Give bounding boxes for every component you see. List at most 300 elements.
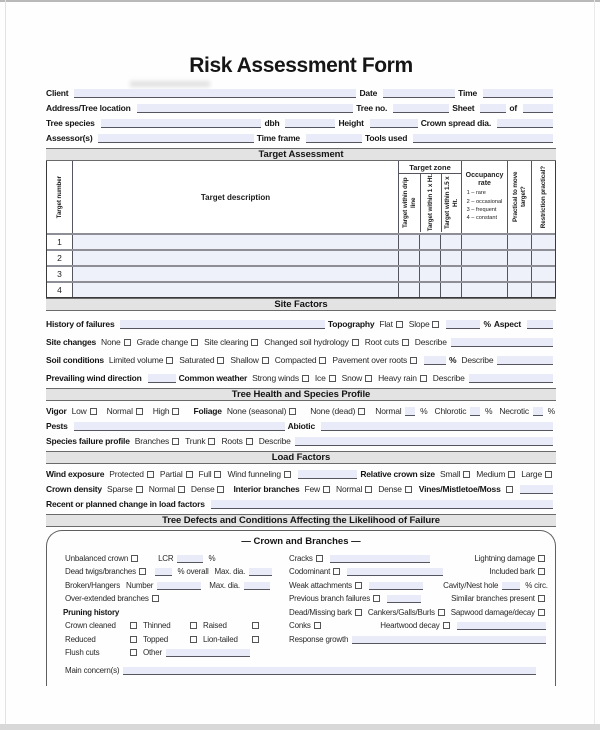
option-label: Wind funneling <box>227 469 281 479</box>
field-label: Soil conditions <box>46 355 104 365</box>
option-label: Heavy rain <box>378 373 417 383</box>
crown-branches-left-column <box>63 550 275 658</box>
option-cell <box>63 620 141 631</box>
option-label: Similar branches present <box>451 594 535 603</box>
option-label: Over-extended branches <box>65 594 149 603</box>
option-label: Root cuts <box>364 337 399 347</box>
checkbox[interactable] <box>355 609 362 616</box>
option-label: Lightning damage <box>474 553 535 563</box>
crown-density-line <box>46 480 556 495</box>
fill-line[interactable] <box>352 636 546 644</box>
zone-dripline-cell[interactable] <box>398 267 419 281</box>
checkbox[interactable] <box>402 339 409 346</box>
zone-dripline-cell[interactable] <box>398 283 419 297</box>
checkbox[interactable] <box>131 555 138 562</box>
checkbox[interactable] <box>329 375 336 382</box>
checkbox[interactable] <box>289 408 296 415</box>
option-label: Few <box>304 484 320 494</box>
checkbox[interactable] <box>396 321 403 328</box>
checkbox[interactable] <box>302 375 309 382</box>
checkbox[interactable] <box>355 582 362 589</box>
field-label: Site changes <box>46 337 97 347</box>
fill-line[interactable] <box>321 422 553 431</box>
restriction-practical-cell[interactable] <box>531 235 555 249</box>
option-label: Necrotic <box>499 406 529 416</box>
checkbox[interactable] <box>352 339 359 346</box>
checkbox[interactable] <box>147 471 154 478</box>
over-extended-line <box>63 591 275 605</box>
option-label: Dead/Missing bark <box>289 607 352 617</box>
fill-line[interactable] <box>383 89 455 98</box>
target-row-4 <box>47 281 555 297</box>
zone-1xht-label: Target within 1 x Ht. <box>427 174 435 232</box>
occupancy-rate-cell[interactable] <box>461 251 507 265</box>
checkbox[interactable] <box>214 471 221 478</box>
field-label: of <box>509 103 517 113</box>
species-dbh-height-line <box>46 114 556 129</box>
option-label: Reduced <box>65 634 96 644</box>
checkbox[interactable] <box>410 357 417 364</box>
fill-line[interactable] <box>470 407 480 416</box>
checkbox[interactable] <box>186 471 193 478</box>
checkbox[interactable] <box>136 486 143 493</box>
option-cell <box>63 634 141 645</box>
option-label: % <box>208 553 216 563</box>
option-label: Sapwood damage/decay <box>450 607 535 617</box>
checkbox[interactable] <box>463 471 470 478</box>
zone-15xht-label: Target within 1.5 x Ht. <box>444 176 459 230</box>
pests-abiotic-line <box>46 417 556 432</box>
fill-line[interactable] <box>370 119 418 128</box>
fill-line[interactable] <box>424 356 446 365</box>
option-label: Chlorotic <box>434 406 467 416</box>
checkbox[interactable] <box>438 609 445 616</box>
checkbox[interactable] <box>316 555 323 562</box>
checkbox[interactable] <box>90 408 97 415</box>
field-label: Vines/Mistletoe/Moss <box>418 484 501 494</box>
checkbox[interactable] <box>139 568 146 575</box>
occupancy-scale-item: 3 – frequent <box>466 206 497 213</box>
zone-1xht-cell[interactable] <box>419 267 440 281</box>
fill-line[interactable] <box>148 374 176 383</box>
crown-branches-box <box>46 530 556 686</box>
zone-dripline-cell[interactable] <box>398 251 419 265</box>
option-label: Pavement over roots <box>332 355 408 365</box>
checkbox[interactable] <box>538 609 545 616</box>
section-bar-tree-health: Tree Health and Species Profile <box>46 388 556 401</box>
option-label: High <box>152 406 170 416</box>
target-row-number: 3 <box>47 267 72 281</box>
occupancy-rate-scale <box>467 189 503 221</box>
checkbox[interactable] <box>124 339 131 346</box>
checkbox[interactable] <box>443 622 450 629</box>
fill-line[interactable] <box>347 568 443 576</box>
occupancy-scale-item: 2 – occasional <box>466 198 503 205</box>
field-label: Height <box>338 118 364 128</box>
main-concerns-line <box>63 662 539 676</box>
pruning-row-2 <box>63 631 275 645</box>
option-cell <box>63 647 141 658</box>
fill-line[interactable] <box>405 407 415 416</box>
fill-line[interactable] <box>74 422 285 431</box>
field-label: Address/Tree location <box>46 103 131 113</box>
codominant-includedbark-line <box>287 564 549 578</box>
fill-line[interactable] <box>295 437 553 446</box>
zone-15xht-cell[interactable] <box>440 267 461 281</box>
scan-edge-right <box>594 0 595 724</box>
option-label: Large <box>521 469 542 479</box>
occupancy-scale-item: 4 – constant <box>466 214 498 221</box>
option-label: Dense <box>378 484 402 494</box>
fill-line[interactable] <box>497 356 553 365</box>
option-cell <box>201 634 263 645</box>
fill-line[interactable] <box>74 89 356 98</box>
checkbox[interactable] <box>319 357 326 364</box>
fill-line[interactable] <box>369 582 423 590</box>
option-cell <box>141 634 201 645</box>
option-label: Ice <box>314 373 326 383</box>
target-row-3 <box>47 265 555 281</box>
option-label: Other <box>143 648 163 657</box>
checkbox[interactable] <box>172 408 179 415</box>
option-label: Crown cleaned <box>65 621 116 630</box>
fill-line[interactable] <box>155 568 173 576</box>
field-label: Assessor(s) <box>46 133 93 143</box>
occupancy-rate-header <box>461 161 507 233</box>
target-zone-title: Target zone <box>399 161 461 174</box>
option-label: Cavity/Nest hole <box>443 580 499 590</box>
checkbox[interactable] <box>420 375 427 382</box>
fill-line[interactable] <box>533 407 543 416</box>
checkbox[interactable] <box>178 486 185 493</box>
dead-twigs-line <box>63 564 275 578</box>
checkbox[interactable] <box>506 486 513 493</box>
option-label: % <box>484 406 493 416</box>
option-label: Shallow <box>230 355 259 365</box>
checkbox[interactable] <box>130 622 137 629</box>
option-label: Grade change <box>136 337 189 347</box>
checkbox[interactable] <box>373 595 380 602</box>
occupancy-rate-cell[interactable] <box>461 235 507 249</box>
zone-15xht-cell[interactable] <box>440 235 461 249</box>
option-label: Trunk <box>185 436 206 446</box>
checkbox[interactable] <box>545 471 552 478</box>
broken-hangers-line <box>63 577 275 591</box>
fill-line[interactable] <box>502 582 520 590</box>
restriction-practical-cell[interactable] <box>531 267 555 281</box>
option-label: Codominant <box>289 567 331 576</box>
zone-15xht-cell[interactable] <box>440 251 461 265</box>
fill-line[interactable] <box>497 119 553 128</box>
zone-dripline-cell[interactable] <box>398 235 419 249</box>
field-label: Vigor <box>46 406 67 416</box>
checkbox[interactable] <box>217 486 224 493</box>
field-label: Species failure profile <box>46 436 130 446</box>
checkbox[interactable] <box>246 438 253 445</box>
zone-dripline-header <box>399 174 420 232</box>
checkbox[interactable] <box>217 357 224 364</box>
option-label: Main concern(s) <box>65 665 120 675</box>
target-description-cell[interactable] <box>72 251 398 265</box>
fill-line[interactable] <box>98 134 253 143</box>
option-label: Normal <box>336 484 363 494</box>
fill-line[interactable] <box>120 320 324 329</box>
field-label: Tree no. <box>356 103 388 113</box>
practical-move-cell[interactable] <box>507 267 531 281</box>
checkbox[interactable] <box>284 471 291 478</box>
option-label: Normal <box>375 406 402 416</box>
option-label: Strong winds <box>252 373 299 383</box>
field-label: Time <box>458 88 477 98</box>
fill-line[interactable] <box>298 470 357 479</box>
pruning-row-1 <box>63 618 275 632</box>
checkbox[interactable] <box>252 636 259 643</box>
option-label: Full <box>198 469 212 479</box>
occupancy-rate-cell[interactable] <box>461 283 507 297</box>
fill-line[interactable] <box>211 500 553 509</box>
unbalanced-crown-line <box>63 550 275 564</box>
fill-line[interactable] <box>413 134 553 143</box>
checkbox[interactable] <box>538 555 545 562</box>
option-label: Thinned <box>143 621 171 630</box>
field-label: Abiotic <box>287 421 315 431</box>
checkbox[interactable] <box>333 568 340 575</box>
option-label: Branches <box>134 436 170 446</box>
target-row-1 <box>47 233 555 249</box>
checkbox[interactable] <box>191 339 198 346</box>
scan-edge-bottom <box>0 724 600 730</box>
checkbox[interactable] <box>538 595 545 602</box>
option-label: Limited volume <box>108 355 164 365</box>
fill-line[interactable] <box>306 134 362 143</box>
flush-cuts-other-line <box>63 645 275 659</box>
checkbox[interactable] <box>508 471 515 478</box>
fill-line[interactable] <box>249 568 272 576</box>
field-label: Prevailing wind direction <box>46 373 142 383</box>
option-label: % overall <box>177 567 209 576</box>
target-assessment-table <box>46 161 556 298</box>
target-number-header <box>47 161 72 233</box>
fill-line[interactable] <box>523 104 553 113</box>
fill-line[interactable] <box>177 555 203 563</box>
zone-15xht-header <box>441 174 461 232</box>
option-label: Compacted <box>274 355 317 365</box>
section-bar-site-factors: Site Factors <box>46 298 556 311</box>
target-description-cell[interactable] <box>72 235 398 249</box>
checkbox[interactable] <box>152 595 159 602</box>
section-bar-load-factors: Load Factors <box>46 451 556 464</box>
checkbox[interactable] <box>405 486 412 493</box>
fill-line[interactable] <box>244 582 270 590</box>
checkbox[interactable] <box>190 636 197 643</box>
target-description-cell[interactable] <box>72 267 398 281</box>
checkbox[interactable] <box>251 339 258 346</box>
checkbox[interactable] <box>314 622 321 629</box>
header-fields <box>46 84 556 144</box>
option-label: Dense <box>190 484 215 494</box>
fill-line[interactable] <box>520 485 553 494</box>
field-label: Pruning history <box>63 607 120 617</box>
option-label: Small <box>439 469 461 479</box>
field-label: dbh <box>264 118 280 128</box>
practical-move-label: Practical to move target? <box>511 171 527 223</box>
checkbox[interactable] <box>538 568 545 575</box>
species-failure-line <box>46 432 556 447</box>
field-label: Client <box>46 88 69 98</box>
option-label: Describe <box>414 337 447 347</box>
target-row-number: 1 <box>47 235 72 249</box>
wind-exposure-line <box>46 465 556 480</box>
option-label: Cracks <box>289 553 313 563</box>
checkbox[interactable] <box>365 486 372 493</box>
option-label: Protected <box>109 469 144 479</box>
checkbox[interactable] <box>136 408 143 415</box>
checkbox[interactable] <box>358 408 365 415</box>
crown-branches-right-column <box>287 550 549 658</box>
fill-line[interactable] <box>330 555 430 563</box>
target-description-label: Target description <box>200 192 271 202</box>
restriction-practical-cell[interactable] <box>531 283 555 297</box>
checkbox[interactable] <box>323 486 330 493</box>
section-bar-tree-defects: Tree Defects and Conditions Affecting the Likelihood of Failure <box>46 514 556 527</box>
fill-line[interactable] <box>469 374 553 383</box>
option-label: Site clearing <box>204 337 249 347</box>
address-treeno-sheet-line <box>46 99 556 114</box>
fill-line[interactable] <box>480 104 506 113</box>
zone-15xht-cell[interactable] <box>440 283 461 297</box>
checkbox[interactable] <box>432 321 439 328</box>
deadbark-cankers-sapwood-line <box>287 604 549 618</box>
option-label: Snow <box>341 373 363 383</box>
fill-line[interactable] <box>527 320 553 329</box>
fill-line[interactable] <box>387 595 421 603</box>
option-label: Flat <box>379 319 393 329</box>
checkbox[interactable] <box>365 375 372 382</box>
fill-line[interactable] <box>166 649 250 657</box>
option-label: None <box>101 337 121 347</box>
field-label: Tools used <box>364 133 408 143</box>
field-label: Wind exposure <box>46 469 105 479</box>
option-label: Saturated <box>179 355 215 365</box>
option-label: Normal <box>148 484 175 494</box>
site-factors-section <box>46 312 556 384</box>
option-label: LCR <box>158 553 174 563</box>
checkbox[interactable] <box>130 649 137 656</box>
practical-move-cell[interactable] <box>507 251 531 265</box>
option-label: Topped <box>143 634 169 644</box>
field-label: Crown spread dia. <box>420 118 491 128</box>
checkbox[interactable] <box>262 357 269 364</box>
checkbox[interactable] <box>166 357 173 364</box>
option-label: Dead twigs/branches <box>65 567 136 576</box>
field-label: Crown density <box>46 484 102 494</box>
practical-move-cell[interactable] <box>507 235 531 249</box>
history-topography-line <box>46 312 556 330</box>
option-label: Roots <box>221 436 243 446</box>
zone-1xht-header <box>420 174 441 232</box>
option-label: Partial <box>159 469 183 479</box>
section-bar-target-assessment: Target Assessment <box>46 148 556 161</box>
option-label: Broken/Hangers <box>65 580 121 590</box>
field-label: Tree species <box>46 118 95 128</box>
zone-1xht-cell[interactable] <box>419 235 440 249</box>
fill-line[interactable] <box>137 104 354 113</box>
field-label: Pests <box>46 421 68 431</box>
option-label: Slope <box>408 319 430 329</box>
option-cell <box>141 620 201 631</box>
fill-line[interactable] <box>157 582 201 590</box>
option-cell <box>201 620 263 631</box>
field-label: % <box>483 319 491 329</box>
checkbox[interactable] <box>172 438 179 445</box>
zone-dripline-label: Target within drip line <box>401 177 417 229</box>
field-label: Sheet <box>452 103 475 113</box>
checkbox[interactable] <box>208 438 215 445</box>
tree-health-section <box>46 402 556 447</box>
previous-failures-similar-line <box>287 591 549 605</box>
option-label: Raised <box>203 621 227 630</box>
fill-line[interactable] <box>285 119 335 128</box>
option-label: Changed soil hydrology <box>264 337 349 347</box>
fill-line[interactable] <box>393 104 449 113</box>
restriction-practical-cell[interactable] <box>531 251 555 265</box>
option-label: Lion-tailed <box>203 634 238 644</box>
option-label: Normal <box>106 406 133 416</box>
zone-1xht-cell[interactable] <box>419 283 440 297</box>
option-label: Max. dia. <box>214 567 246 576</box>
option-label: None (dead) <box>310 406 356 416</box>
restriction-practical-header <box>531 161 555 233</box>
checkbox[interactable] <box>190 622 197 629</box>
practical-move-cell[interactable] <box>507 283 531 297</box>
option-label: Describe <box>461 355 494 365</box>
target-row-number: 4 <box>47 283 72 297</box>
vigor-foliage-line <box>46 402 556 417</box>
target-zone-header <box>398 161 461 233</box>
fill-line[interactable] <box>451 338 553 347</box>
option-label: Low <box>71 406 87 416</box>
option-label: Flush cuts <box>65 648 100 657</box>
conks-heartwood-line <box>287 618 549 632</box>
option-label: Max. dia. <box>209 580 240 590</box>
checkbox[interactable] <box>252 622 259 629</box>
option-label: % circ. <box>525 580 548 590</box>
fill-line[interactable] <box>457 622 546 630</box>
target-number-label: Target number <box>55 175 63 219</box>
field-label: Topography <box>327 319 375 329</box>
option-label: Response growth <box>289 634 349 644</box>
crown-branches-title: — Crown and Branches — <box>241 536 361 547</box>
checkbox[interactable] <box>130 636 137 643</box>
field-label: Interior branches <box>233 484 300 494</box>
fill-line[interactable] <box>123 667 536 675</box>
target-row-2 <box>47 249 555 265</box>
option-label: % <box>547 406 555 416</box>
zone-1xht-cell[interactable] <box>419 251 440 265</box>
load-change-line <box>46 495 556 510</box>
occupancy-scale-item: 1 – rare <box>466 190 486 197</box>
target-description-cell[interactable] <box>72 283 398 297</box>
option-label: % <box>420 406 428 416</box>
occupancy-rate-cell[interactable] <box>461 267 507 281</box>
option-label: Describe <box>258 436 291 446</box>
option-label: None (seasonal) <box>226 406 287 416</box>
wind-weather-line <box>46 366 556 384</box>
fill-line[interactable] <box>101 119 262 128</box>
fill-line[interactable] <box>483 89 553 98</box>
fill-line[interactable] <box>446 320 480 329</box>
weak-attachments-cavity-line <box>287 577 549 591</box>
